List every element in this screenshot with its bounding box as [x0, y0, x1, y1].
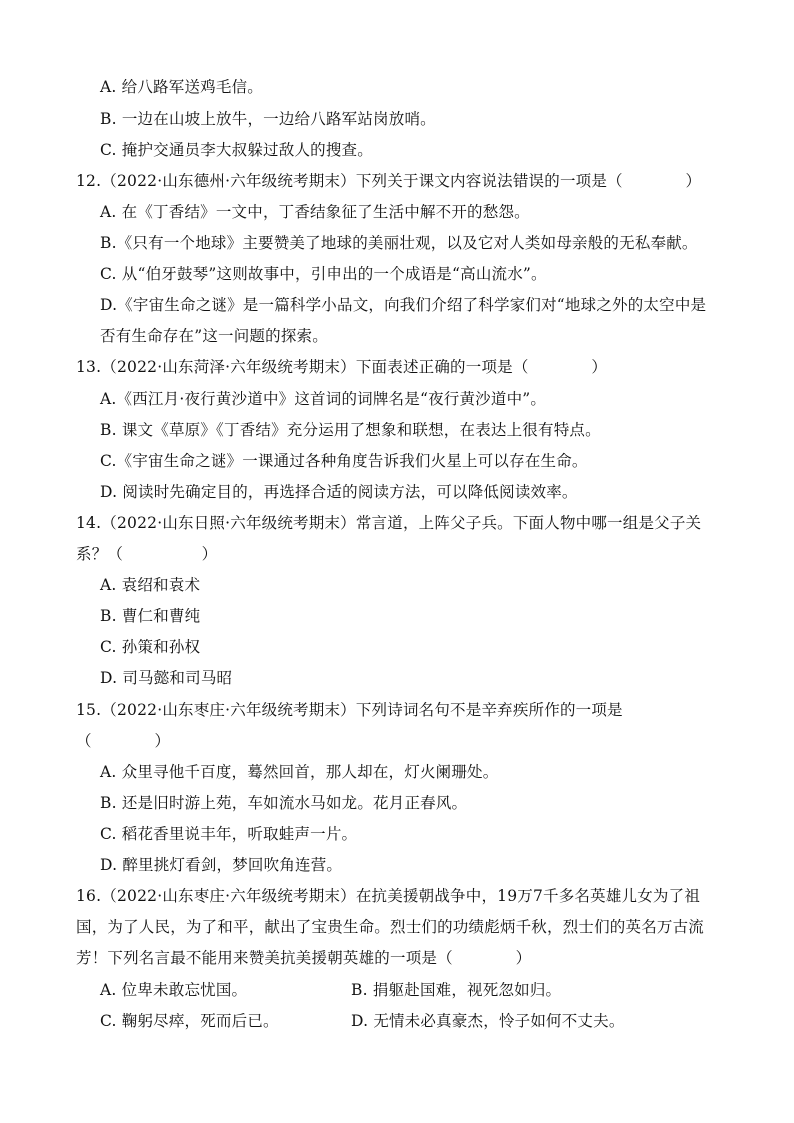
- q13-stem: 13.（2022·山东菏泽·六年级统考期末）下面表述正确的一项是（ ）: [76, 358, 608, 376]
- q12-option-b: B.《只有一个地球》主要赞美了地球的美丽壮观，以及它对人类如母亲般的无私奉献。: [100, 234, 698, 252]
- q14-option-c: C. 孙策和孙权: [100, 638, 201, 656]
- q12-stem: 12.（2022·山东德州·六年级统考期末）下列关于课文内容说法错误的一项是（ ）: [76, 172, 702, 190]
- q12-option-c: C. 从“伯牙鼓琴”这则故事中，引申出的一个成语是“高山流水”。: [100, 265, 547, 283]
- q14-stem-line2: 系？（ ）: [76, 545, 218, 563]
- q16-option-a: A. 位卑未敢忘忧国。: [100, 981, 248, 999]
- q15-option-c: C. 稻花香里说丰年，听取蛙声一片。: [100, 825, 358, 843]
- q12-option-d-cont: 否有生命存在”这一问题的探索。: [100, 327, 328, 345]
- q12-option-d: D.《宇宙生命之谜》是一篇科学小品文，向我们介绍了科学家们对“地球之外的太空中是: [100, 296, 707, 314]
- q15-option-d: D. 醉里挑灯看剑，梦回吹角连营。: [100, 856, 343, 874]
- q14-option-b: B. 曹仁和曹纯: [100, 607, 201, 625]
- q16-option-c: C. 鞠躬尽瘁，死而后已。: [100, 1012, 279, 1030]
- q11-option-c: C. 掩护交通员李大叔躲过敌人的搜查。: [100, 141, 373, 159]
- q14-option-a: A. 袁绍和袁术: [100, 576, 201, 594]
- q15-stem-line1: 15.（2022·山东枣庄·六年级统考期末）下列诗词名句不是辛弃疾所作的一项是: [76, 701, 623, 719]
- q11-option-a: A. 给八路军送鸡毛信。: [100, 78, 263, 96]
- q16-option-d: D. 无情未必真豪杰，怜子如何不丈夫。: [351, 1012, 625, 1030]
- q14-option-d: D. 司马懿和司马昭: [100, 669, 233, 687]
- q13-option-c: C.《宇宙生命之谜》一课通过各种角度告诉我们火星上可以存在生命。: [100, 452, 588, 470]
- q16-option-b: B. 捐躯赴国难，视死忽如归。: [351, 981, 562, 999]
- q16-stem-line3: 芳！下列名言最不能用来赞美抗美援朝英雄的一项是（ ）: [76, 949, 532, 967]
- q16-stem-line2: 国，为了人民，为了和平，献出了宝贵生命。烈士们的功绩彪炳千秋，烈士们的英名万古流: [76, 918, 705, 936]
- q13-option-a: A.《西江月·夜行黄沙道中》这首词的词牌名是“夜行黄沙道中”。: [100, 390, 547, 408]
- q11-option-b: B. 一边在山坡上放牛，一边给八路军站岗放哨。: [100, 110, 436, 128]
- q15-stem-line2: （ ）: [76, 732, 171, 750]
- q13-option-d: D. 阅读时先确定目的，再选择合适的阅读方法，可以降低阅读效率。: [100, 483, 578, 501]
- q15-option-b: B. 还是旧时游上苑，车如流水马如龙。花月正春风。: [100, 794, 468, 812]
- q15-option-a: A. 众里寻他千百度，蓦然回首，那人却在，灯火阑珊处。: [100, 763, 499, 781]
- q13-option-b: B. 课文《草原》《丁香结》充分运用了想象和联想，在表达上很有特点。: [100, 421, 601, 439]
- q12-option-a: A. 在《丁香结》一文中，丁香结象征了生活中解不开的愁怨。: [100, 203, 530, 221]
- q16-stem-line1: 16.（2022·山东枣庄·六年级统考期末）在抗美援朝战争中，19万7千多名英雄儿女为了祖: [76, 887, 701, 905]
- q14-stem-line1: 14.（2022·山东日照·六年级统考期末）常言道，上阵父子兵。下面人物中哪一组是父子关: [76, 514, 702, 532]
